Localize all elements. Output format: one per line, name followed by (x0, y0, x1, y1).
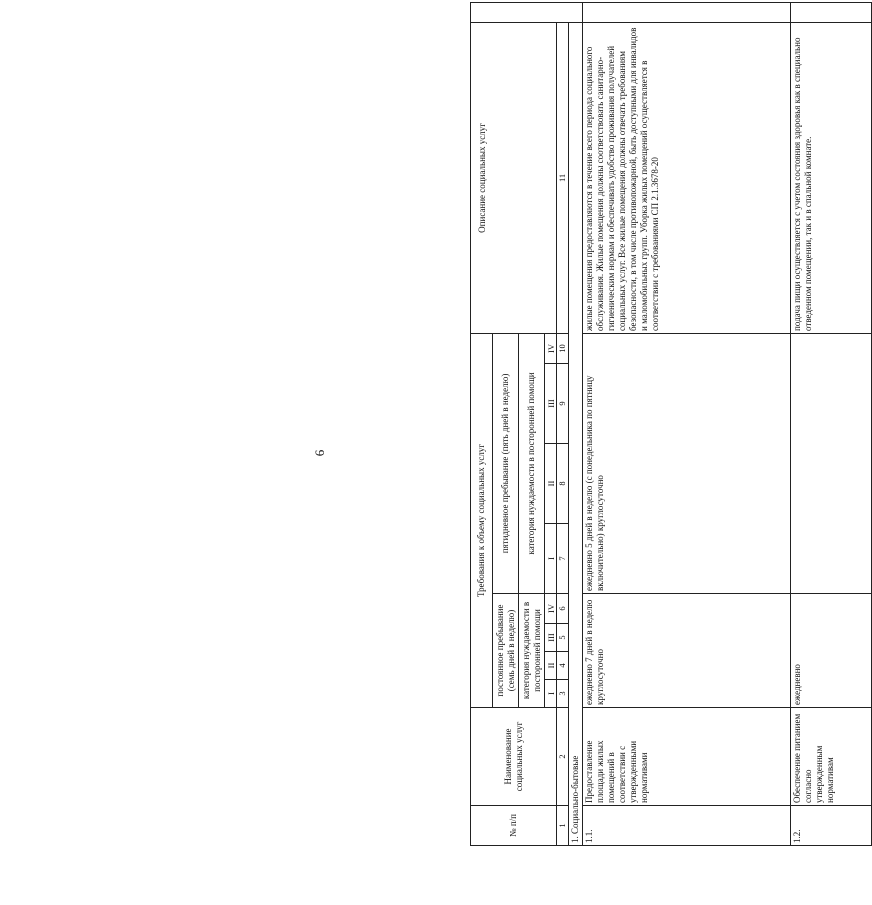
header-requirements: Требования к объему социальных услуг (471, 333, 493, 707)
cat-label: II (545, 444, 557, 524)
column-number: 8 (557, 444, 569, 524)
column-number: 5 (557, 624, 569, 652)
empty-edge-column (471, 2, 583, 22)
header-permanent: постоянное пребывание (семь дней в неделю) (493, 594, 519, 708)
column-number: 9 (557, 364, 569, 444)
header-no: № п/п (471, 806, 557, 846)
section-title: 1. Социально-бытовые (569, 22, 583, 845)
cat-label: I (545, 524, 557, 594)
row-description: подача пищи осуществляется с учетом состояния здоровья как в специально отведенном помещении, так и в спальной комнате. (791, 22, 872, 333)
cat-label: II (545, 652, 557, 680)
cat-label: III (545, 624, 557, 652)
row-fiveday-requirement: ежедневно 5 дней в неделю (с понедельника по пятницу включительно) круглосуточно (583, 333, 791, 593)
empty-edge-cell (583, 2, 791, 22)
column-number: 4 (557, 652, 569, 680)
row-permanent-requirement: ежедневно (791, 594, 872, 708)
cat-label: IV (545, 594, 557, 624)
rotated-table-container (470, 23, 870, 846)
row-number: 1.2. (791, 806, 872, 846)
header-description: Описание социальных услуг (471, 22, 557, 333)
header-category-fiveday: категория нуждаемости в посторонней помощи (519, 333, 545, 593)
column-number: 7 (557, 524, 569, 594)
cat-label: III (545, 364, 557, 444)
column-number: 6 (557, 594, 569, 624)
header-category-permanent: категория нуждаемости в посторонней помощи (519, 594, 545, 708)
cat-label: I (545, 680, 557, 708)
row-description: жилые помещения предоставляются в течение всего периода социального обслуживания. Жилые помещения должны соответствовать санитарно-гигиеническим нормам и обеспечивать удобство проживания получателей социальных услуг. Все жилые помещения должны отвечать требованиям безопасности, в том числе противопожарной, быть доступными для инвалидов и маломобильных групп. Уборка жилых помещений осуществляется в соответствии с требованиями СП 2.1.3678-20 (583, 22, 791, 333)
services-table (470, 2, 872, 846)
row-service-name: Обеспечение питанием согласно утвержденным нормативам (791, 708, 872, 806)
column-number: 3 (557, 680, 569, 708)
column-number: 2 (557, 708, 569, 806)
header-name: Наименование социальных услуг (471, 708, 557, 806)
row-permanent-requirement: ежедневно 7 дней в неделю круглосуточно (583, 594, 791, 708)
column-number: 11 (557, 22, 569, 333)
column-number: 10 (557, 333, 569, 363)
row-number: 1.1. (583, 806, 791, 846)
empty-edge-cell (791, 2, 872, 22)
row-fiveday-requirement (791, 333, 872, 593)
row-service-name: Предоставление площади жилых помещений в соответствии с утвержденными нормативами (583, 708, 791, 806)
header-fiveday: пятидневное пребывание (пять дней в неделю) (493, 333, 519, 593)
cat-label: IV (545, 333, 557, 363)
column-number: 1 (557, 806, 569, 846)
page-number: 6 (312, 449, 327, 457)
